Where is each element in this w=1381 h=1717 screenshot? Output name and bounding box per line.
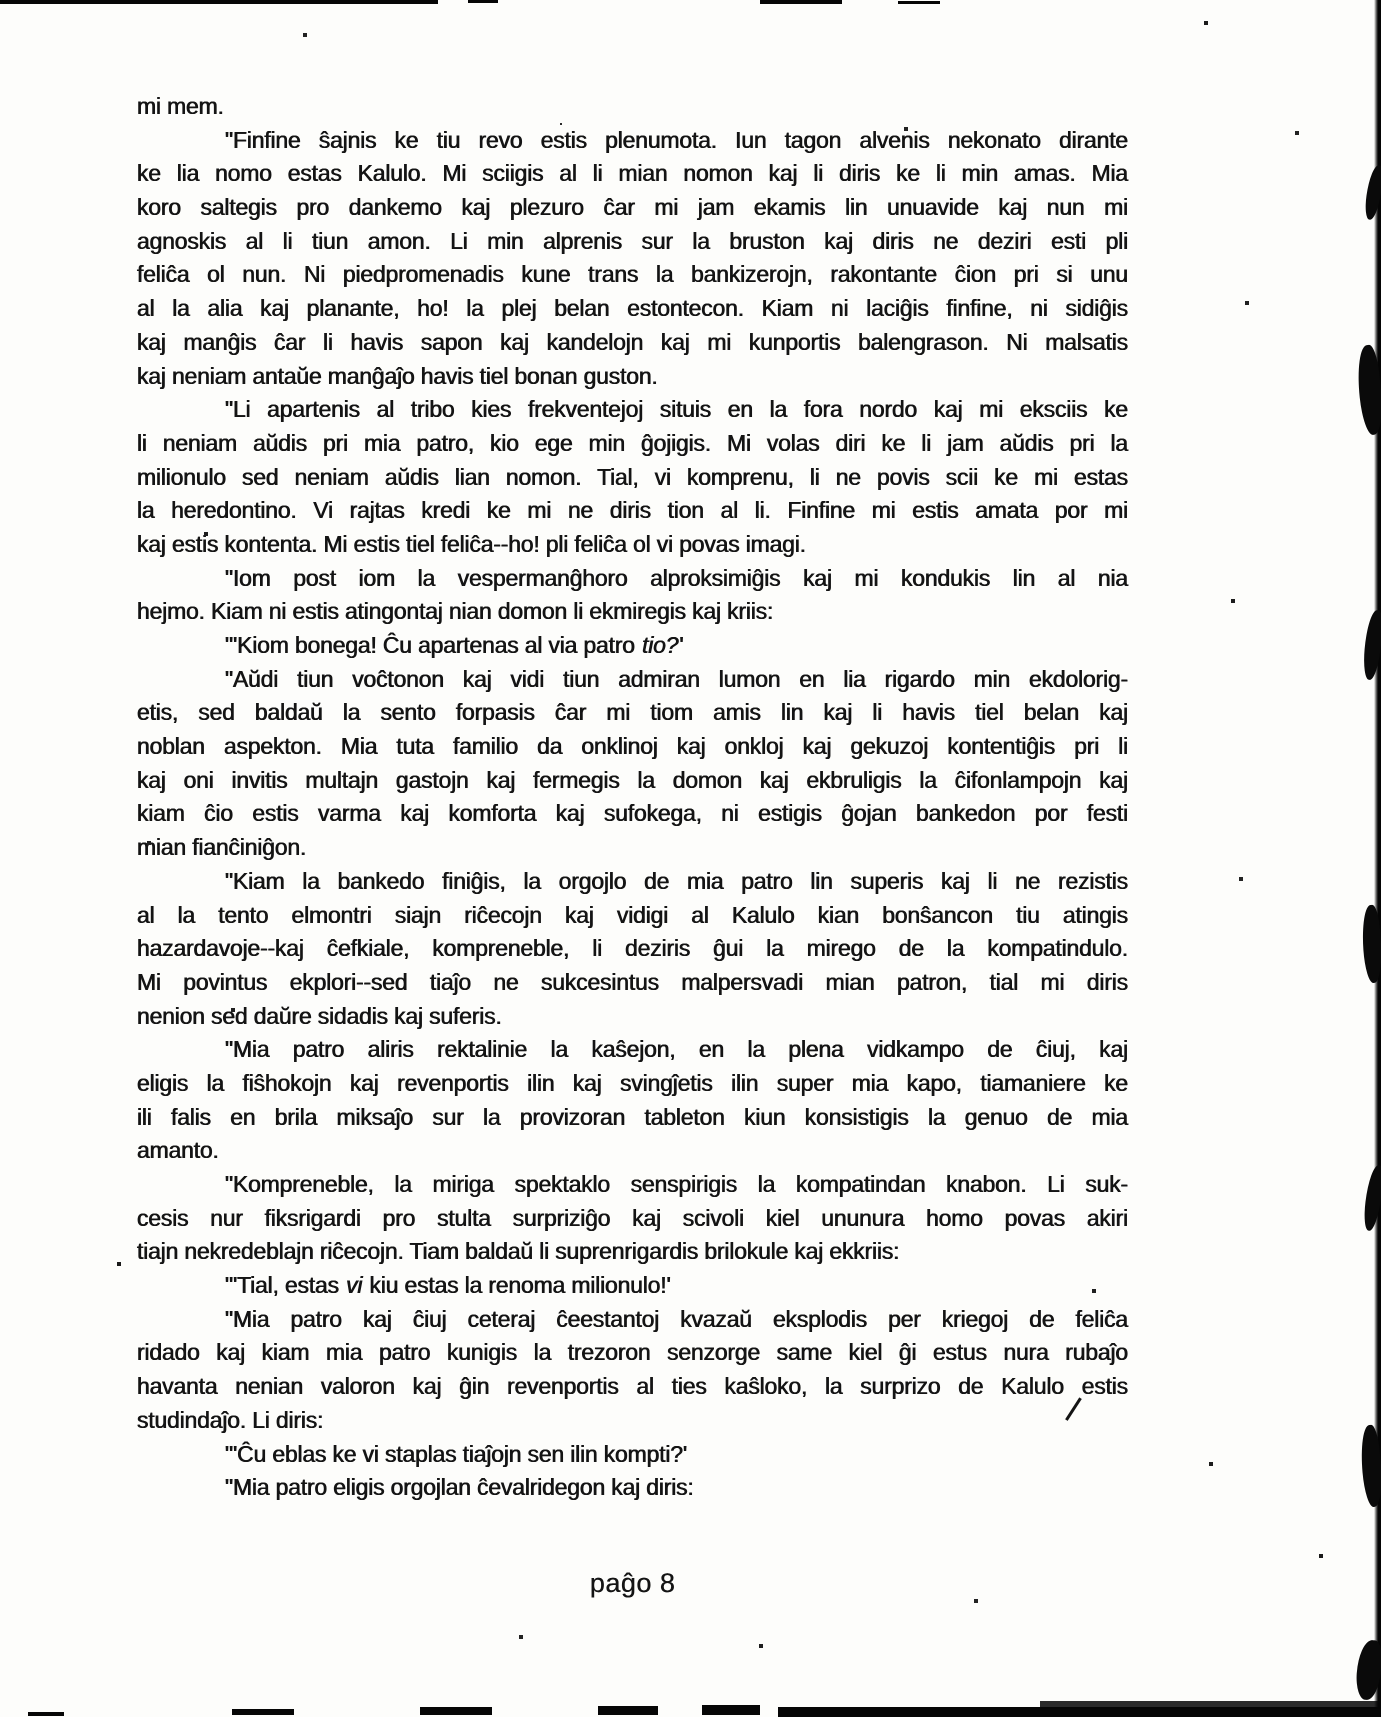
scan-artifact-bottom-dash [598,1706,658,1715]
text-line: "Mia patro eligis orgojlan ĉevalridegon kaj diris: [225,1474,694,1501]
text-line: "Li apartenis al tribo kies frekventejoj situis en la fora nordo kaj mi eksciis ke [225,396,1128,423]
text-line: ili falis en brila miksaĵo sur la provizoran tableton kiun konsistigis la genuo de mia [137,1103,1128,1130]
text-line: mian fianĉiniĝon. [137,834,307,861]
text-line: "Mia patro aliris rektalinie la kaŝejon, en la plena vidkampo de ĉiuj, kaj [225,1036,1128,1063]
text-line: "'Kiom bonega! Ĉu apartenas al via patro tio?' [225,632,684,658]
text-line: milionulo sed neniam aŭdis lian nomon. Tial, vi komprenu, li ne povis scii ke mi estas [137,463,1128,490]
scan-artifact-bottom-dash [28,1712,64,1716]
text-line: havanta nenian valoron kaj ĝin revenportis al ties kaŝloko, la surprizo de Kalulo estis [137,1373,1128,1400]
text-line: hejmo. Kiam ni estis atingontaj nian domon li ekmiregis kaj kriis: [137,598,774,625]
scan-artifact-top-dash [760,0,842,4]
text-line: cesis nur fiksrigardi pro stulta surpriziĝo kaj scivoli kiel ununura homo povas akiri [137,1204,1128,1231]
text-line: "'Ĉu eblas ke vi staplas tiaĵojn sen ilin kompti?' [225,1440,688,1467]
text-line: "'Tial, estas vi kiu estas la renoma milionulo!' [225,1272,671,1299]
text-line: amanto. [137,1137,219,1164]
scan-artifact-bottom-band [1040,1701,1381,1709]
text-line: noblan aspekton. Mia tuta familio da onklinoj kaj onkloj kaj gekuzoj kontentiĝis pri li [137,733,1128,760]
text-line: mi mem. [137,93,224,119]
text-line: nenion sed daŭre sidadis kaj suferis. [137,1002,502,1029]
text-line: "Mia patro kaj ĉiuj ceteraj ĉeestantoj kvazaŭ eksplodis per kriegoj de feliĉa [225,1305,1128,1332]
page-text [137,90,1128,1505]
text-line: hazardavoje--kaj ĉefkiale, kompreneble, li deziris ĝui la mirego de la kompatindulo. [137,935,1128,962]
scan-artifact-smudge [1358,1424,1381,1507]
text-line: ke lia nomo estas Kalulo. Mi sciigis al li mian nomon kaj li diris ke li min amas. Mia [137,160,1128,187]
page-number: paĝo 8 [589,1568,676,1598]
text-line: kaj neniam antaŭe manĝaĵo havis tiel bonan guston. [137,362,658,389]
text-line: "Kiam la bankedo finiĝis, la orgojlo de mia patro lin superis kaj li ne rezistis [225,867,1128,894]
scan-artifact-top-line [0,0,438,4]
scan-artifact-bottom-dash [232,1709,294,1715]
text-line: "Iom post iom la vespermanĝhoro alproksimiĝis kaj mi kondukis lin al nia [225,564,1128,591]
text-line: koro saltegis pro dankemo kaj plezuro ĉar mi jam ekamis lin unuavide kaj nun mi [137,194,1128,221]
text-line: al la alia kaj planante, ho! la plej belan estontecon. Kiam ni laciĝis finfine, ni sidiĝis [137,295,1128,322]
text-line: tiajn nekredeblajn riĉecojn. Tiam baldaŭ li suprenrigardis brilokule kaj ekkriis: [137,1238,900,1265]
text-line: ridado kaj kiam mia patro kunigis la trezoron senzorge same kiel ĝi estus nura rubaĵo [137,1339,1128,1366]
text-line: "Kompreneble, la miriga spektaklo senspirigis la kompatindan knabon. Li suk- [225,1171,1128,1197]
text-line: Mi povintus ekplori--sed tiaĵo ne sukcesintus malpersvadi mian patron, tial mi diris [137,968,1128,995]
scan-artifact-smudge [1360,904,1381,983]
text-line: kaj estis kontenta. Mi estis tiel feliĉa--ho! pli feliĉa ol vi povas imagi. [137,530,806,557]
scan-artifact-bottom-dash [420,1707,492,1715]
scan-artifact-bottom-dash [702,1705,760,1715]
text-line: studindaĵo. Li diris: [137,1406,324,1433]
text-line: li neniam aŭdis pri mia patro, kio ege min ĝojigis. Mi volas diri ke li jam aŭdis pri la [137,429,1128,456]
text-line: kiam ĉio estis varma kaj komforta kaj sufokega, ni estigis ĝojan bankedon por festi [137,800,1128,827]
text-line: la heredontino. Vi rajtas kredi ke mi ne diris tion al li. Finfine mi estis amata por mi [137,497,1128,524]
text-line: eligis la fiŝhokojn kaj revenportis ilin kaj svingĵetis ilin super mia kapo, tiamaniere ke [137,1069,1128,1096]
text-line: agnoskis al li tiun amon. Li min alprenis sur la bruston kaj diris ne deziri esti pli [137,227,1128,254]
text-line: etis, sed baldaŭ la sento forpasis ĉar mi tiom amis lin kaj li havis tiel belan kaj [137,699,1128,726]
text-line: "Aŭdi tiun voĉtonon kaj vidi tiun admiran lumon en lia rigardo min ekdolorig- [225,665,1128,692]
scan-artifact-top-dash [468,0,498,3]
text-line: "Finfine ŝajnis ke tiu revo estis plenumota. Iun tagon alvenis nekonato dirante [225,126,1128,153]
scan-artifact-specks [0,0,2,2]
text-line: kaj manĝis ĉar li havis sapon kaj kandelojn kaj mi kunportis balengrason. Ni malsatis [137,328,1128,355]
text-line: feliĉa ol nun. Ni piedpromenadis kune trans la bankizerojn, rakontante ĉion pri si unu [137,261,1128,288]
text-line: kaj oni invitis multajn gastojn kaj fermegis la domon kaj ekbruligis la ĉifonlampojn kaj [137,766,1128,793]
scan-artifact-top-dash [898,1,940,4]
text-line: al la tento elmontri siajn riĉecojn kaj vidigi al Kalulo kian bonŝancon tiu atingis [137,901,1128,928]
